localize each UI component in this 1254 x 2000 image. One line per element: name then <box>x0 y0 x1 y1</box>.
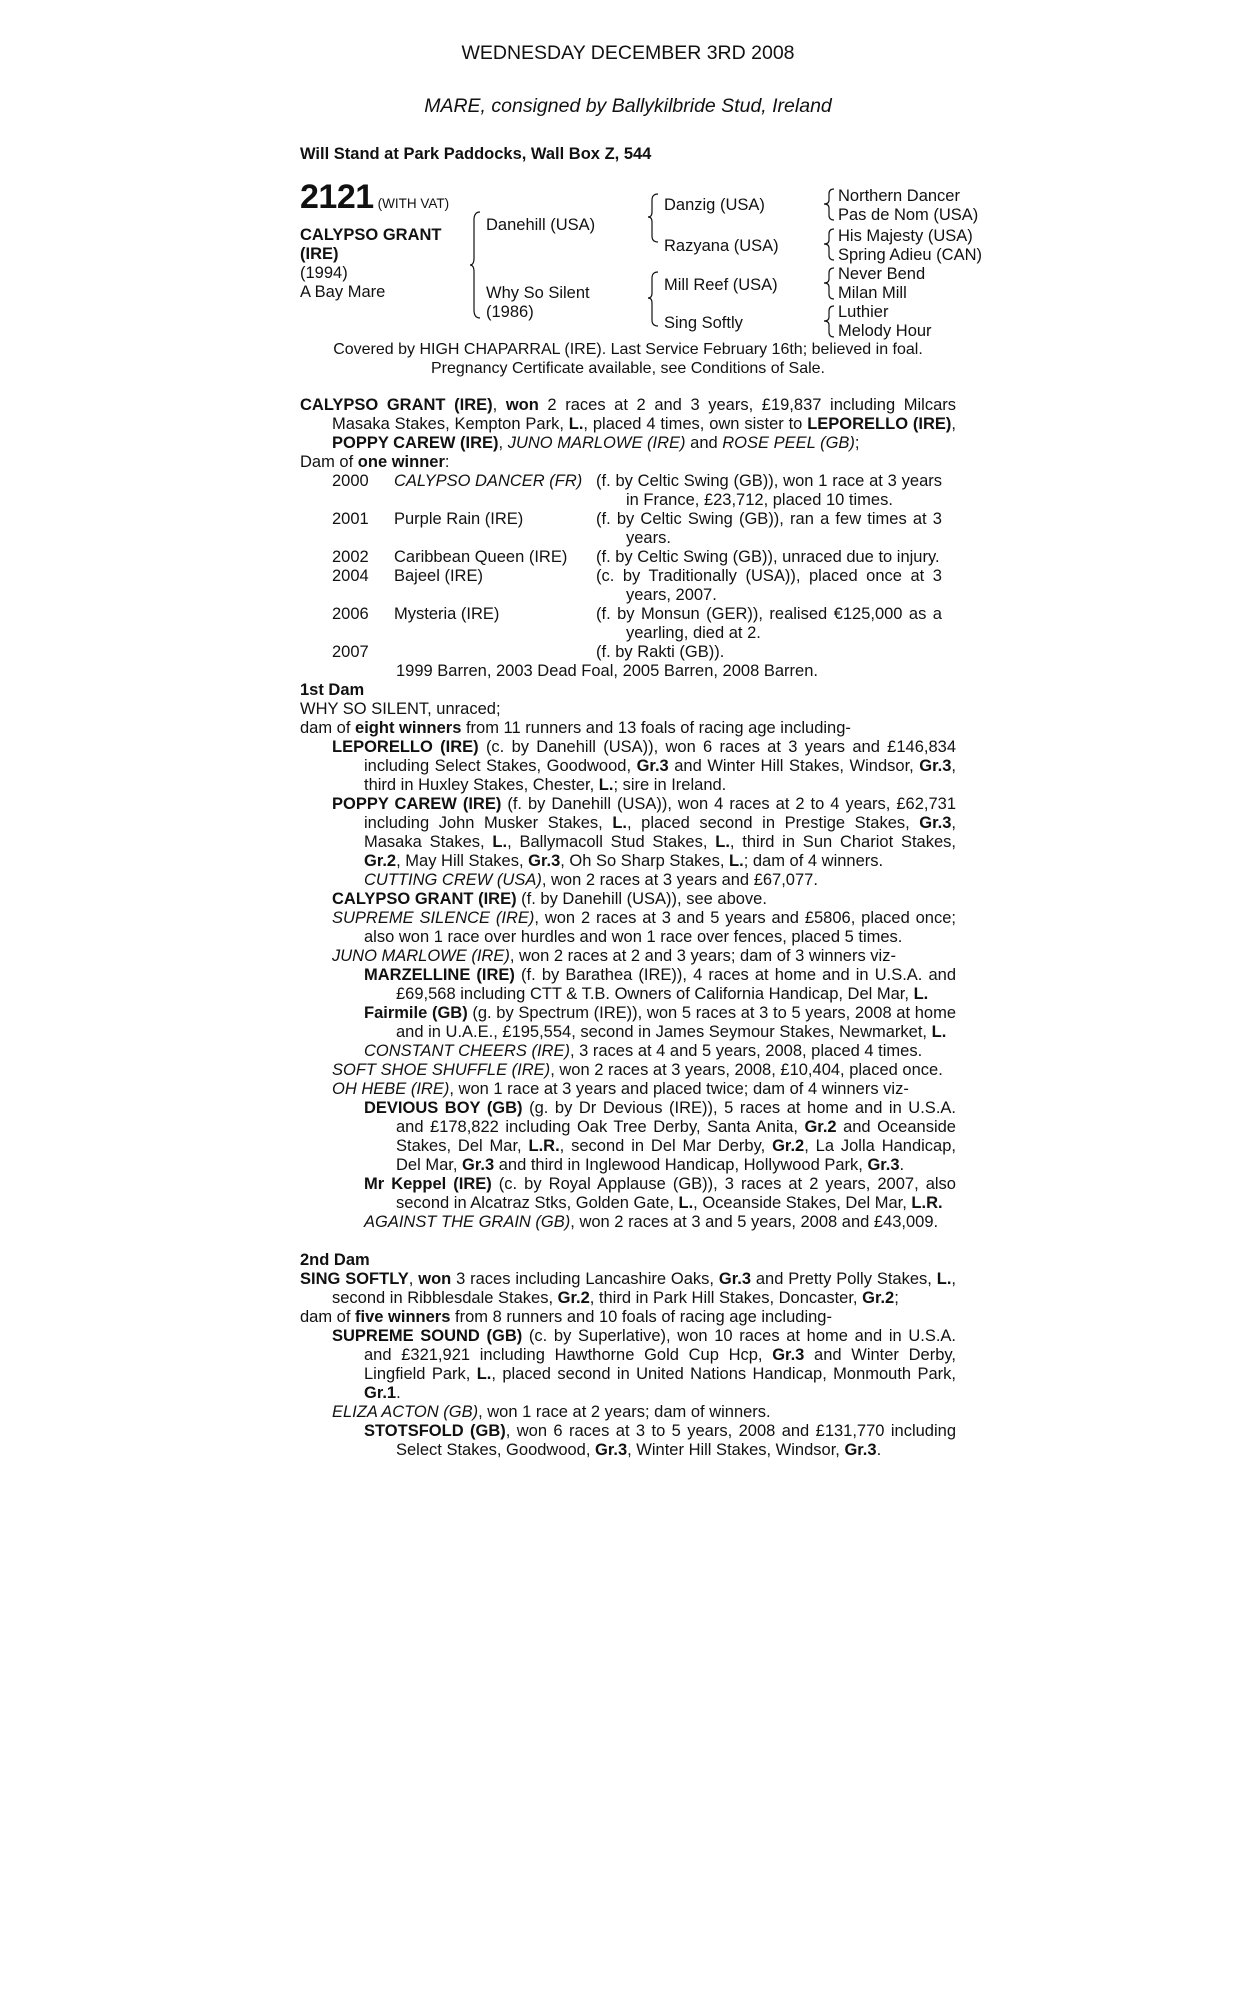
progeny-name: Purple Rain (IRE) <box>394 510 524 528</box>
progeny-name <box>394 643 596 662</box>
pedigree-ssd: Pas de Nom (USA) <box>838 206 979 224</box>
pedigree-sdd: Spring Adieu (CAN) <box>838 246 982 264</box>
sale-date: WEDNESDAY DECEMBER 3RD 2008 <box>461 42 795 64</box>
pedigree-sds: His Majesty (USA) <box>838 227 973 245</box>
soft-shoe-entry: SOFT SHOE SHUFFLE (IRE), won 2 races at 3 years, 2008, £10,404, placed once. <box>332 1061 943 1079</box>
progeny-list <box>332 472 956 662</box>
pedigree-dam: Why So Silent <box>486 284 590 302</box>
oh-hebe-entry: OH HEBE (IRE), won 1 race at 3 years and placed twice; dam of 4 winners viz- <box>332 1080 909 1098</box>
vat-note: (WITH VAT) <box>377 196 450 211</box>
covering-line1: Covered by HIGH CHAPARRAL (IRE). Last Service February 16th; believed in foal. <box>333 341 923 358</box>
box-location: Will Stand at Park Paddocks, Wall Box Z, 544 <box>300 145 652 163</box>
progeny-name: Bajeel (IRE) <box>394 567 483 585</box>
mare-record: CALYPSO GRANT (IRE), won 2 races at 2 and 3 years, £19,837 including Milcars Masaka Stakes, Kempton Park, L., placed 4 times, own sister to LEPORELLO (IRE), POPPY CAREW (IRE), JUNO MARLOWE (IRE) and ROSE PEEL (GB); <box>300 396 957 452</box>
pedigree-brace-2 <box>824 227 836 263</box>
juno-entry: JUNO MARLOWE (IRE), won 2 races at 2 and 3 years; dam of 3 winners viz- <box>332 947 896 965</box>
leporello-entry: LEPORELLO (IRE) (c. by Danehill (USA)), won 6 races at 3 years and £146,834 including Select Stakes, Goodwood, Gr.3 and Winter Hill Stakes, Windsor, Gr.3, third in Huxley Stakes, Chester, L.; sire in Ireland. <box>332 738 957 794</box>
pedigree-brace-3 <box>824 266 836 302</box>
progeny-name: CALYPSO DANCER (FR) <box>394 472 583 490</box>
progeny-year: 2000 <box>332 472 369 490</box>
first-dam-of: dam of eight winners from 11 runners and 13 foals of racing age including- <box>300 719 851 737</box>
progeny-year: 2007 <box>332 643 369 661</box>
against-entry: AGAINST THE GRAIN (GB), won 2 races at 3 and 5 years, 2008 and £43,009. <box>364 1213 939 1231</box>
horse-name-line1: CALYPSO GRANT <box>300 226 442 244</box>
progeny-name: Mysteria (IRE) <box>394 605 500 623</box>
pedigree-brace-dam <box>648 270 660 328</box>
covering-note <box>300 340 956 378</box>
lot-number-line <box>300 178 450 216</box>
devious-entry: DEVIOUS BOY (GB) (g. by Dr Devious (IRE)), 5 races at home and in U.S.A. and £178,822 including Oak Tree Derby, Santa Anita, Gr.2 and Oceanside Stakes, Del Mar, L.R., second in Del Mar Derby, Gr.2, La Jolla Handicap, Del Mar, Gr.3 and third in Inglewood Handicap, Hollywood Park, Gr.3. <box>364 1099 956 1174</box>
progeny-desc: (f. by Rakti (GB)). <box>596 643 725 661</box>
sing-softly-entry: SING SOFTLY, won 3 races including Lancashire Oaks, Gr.3 and Pretty Polly Stakes, L., second in Ribblesdale Stakes, Gr.2, third in Park Hill Stakes, Doncaster, Gr.2; <box>300 1270 956 1307</box>
progeny-year: 2002 <box>332 548 369 566</box>
pedigree-dam-year: (1986) <box>486 303 534 321</box>
consignor-line: MARE, consigned by Ballykilbride Stud, Ireland <box>424 95 832 117</box>
progeny-name: Caribbean Queen (IRE) <box>394 548 568 566</box>
cutting-entry: CUTTING CREW (USA), won 2 races at 3 years and £67,077. <box>364 871 818 889</box>
progeny-desc: (f. by Monsun (GER)), realised €125,000 as a yearling, died at 2. <box>596 605 942 642</box>
dam-of-line: Dam of one winner: <box>300 453 450 471</box>
progeny-year: 2001 <box>332 510 369 528</box>
pedigree-sss: Northern Dancer <box>838 187 960 205</box>
first-dam-line: WHY SO SILENT, unraced; <box>300 700 501 718</box>
race-record <box>300 396 956 1460</box>
constant-entry: CONSTANT CHEERS (IRE), 3 races at 4 and 5 years, 2008, placed 4 times. <box>364 1042 923 1060</box>
pedigree-dam-dam: Sing Softly <box>664 314 743 332</box>
calypso-entry: CALYPSO GRANT (IRE) (f. by Danehill (USA)), see above. <box>332 890 767 908</box>
progeny-desc: (f. by Celtic Swing (GB)), ran a few times at 3 years. <box>596 510 942 547</box>
pedigree-sire-sire: Danzig (USA) <box>664 196 765 214</box>
progeny-desc: (f. by Celtic Swing (GB)), won 1 race at 3 years in France, £23,712, placed 10 times. <box>596 472 942 509</box>
pedigree-dds: Luthier <box>838 303 889 321</box>
horse-description: A Bay Mare <box>300 283 386 301</box>
first-dam-heading: 1st Dam <box>300 681 365 699</box>
horse-year: (1994) <box>300 264 348 282</box>
barren-note: 1999 Barren, 2003 Dead Foal, 2005 Barren, 2008 Barren. <box>396 662 818 680</box>
covering-line2: Pregnancy Certificate available, see Conditions of Sale. <box>431 360 825 377</box>
pedigree-brace-1 <box>824 187 836 223</box>
progeny-desc: (f. by Celtic Swing (GB)), unraced due to injury. <box>596 548 940 566</box>
pedigree-dss: Never Bend <box>838 265 926 283</box>
fairmile-entry: Fairmile (GB) (g. by Spectrum (IRE)), won 5 races at 3 to 5 years, 2008 at home and in U.A.E., £195,554, second in James Seymour Stakes, Newmarket, L. <box>364 1004 957 1041</box>
progeny-year: 2004 <box>332 567 369 585</box>
progeny-desc: (c. by Traditionally (USA)), placed once at 3 years, 2007. <box>596 567 942 604</box>
pedigree-ddd: Melody Hour <box>838 322 932 340</box>
pedigree-sire: Danehill (USA) <box>486 216 596 234</box>
pedigree-brace-gen1 <box>470 210 482 320</box>
keppel-entry: Mr Keppel (IRE) (c. by Royal Applause (GB)), 3 races at 2 years, 2007, also second in Alcatraz Stks, Golden Gate, L., Oceanside Stakes, Del Mar, L.R. <box>364 1175 956 1212</box>
pedigree-sire-dam: Razyana (USA) <box>664 237 779 255</box>
pedigree-brace-sire <box>648 192 660 244</box>
lot-number: 2121 <box>300 178 374 216</box>
supreme-silence-entry: SUPREME SILENCE (IRE), won 2 races at 3 and 5 years and £5806, placed once; also won 1 race over hurdles and won 1 race over fences, placed 5 times. <box>332 909 956 946</box>
horse-name-line2: (IRE) <box>300 245 339 263</box>
pedigree-brace-4 <box>824 304 836 340</box>
pedigree-dam-sire: Mill Reef (USA) <box>664 276 778 294</box>
second-dam-heading: 2nd Dam <box>300 1251 370 1269</box>
horse-details <box>300 226 470 302</box>
pedigree-dsd: Milan Mill <box>838 284 907 302</box>
eliza-entry: ELIZA ACTON (GB), won 1 race at 2 years; dam of winners. <box>332 1403 771 1421</box>
second-dam-of: dam of five winners from 8 runners and 10 foals of racing age including- <box>300 1308 832 1326</box>
marzelline-entry: MARZELLINE (IRE) (f. by Barathea (IRE)), 4 races at home and in U.S.A. and £69,568 including CTT & T.B. Owners of California Handicap, Del Mar, L. <box>364 966 957 1003</box>
stotsfold-entry: STOTSFOLD (GB), won 6 races at 3 to 5 years, 2008 and £131,770 including Select Stakes, Goodwood, Gr.3, Winter Hill Stakes, Windsor, Gr.3. <box>364 1422 956 1459</box>
poppy-entry: POPPY CAREW (IRE) (f. by Danehill (USA)), won 4 races at 2 to 4 years, £62,731 including John Musker Stakes, L., placed second in Prestige Stakes, Gr.3, Masaka Stakes, L., Ballymacoll Stud Stakes, L., third in Sun Chariot Stakes, Gr.2, May Hill Stakes, Gr.3, Oh So Sharp Stakes, L.; dam of 4 winners. <box>332 795 957 870</box>
progeny-year: 2006 <box>332 605 369 623</box>
supreme-sound-entry: SUPREME SOUND (GB) (c. by Superlative), won 10 races at home and in U.S.A. and £321,921 including Hawthorne Gold Cup Hcp, Gr.3 and Winter Derby, Lingfield Park, L., placed second in United Nations Handicap, Monmouth Park, Gr.1. <box>332 1327 957 1402</box>
